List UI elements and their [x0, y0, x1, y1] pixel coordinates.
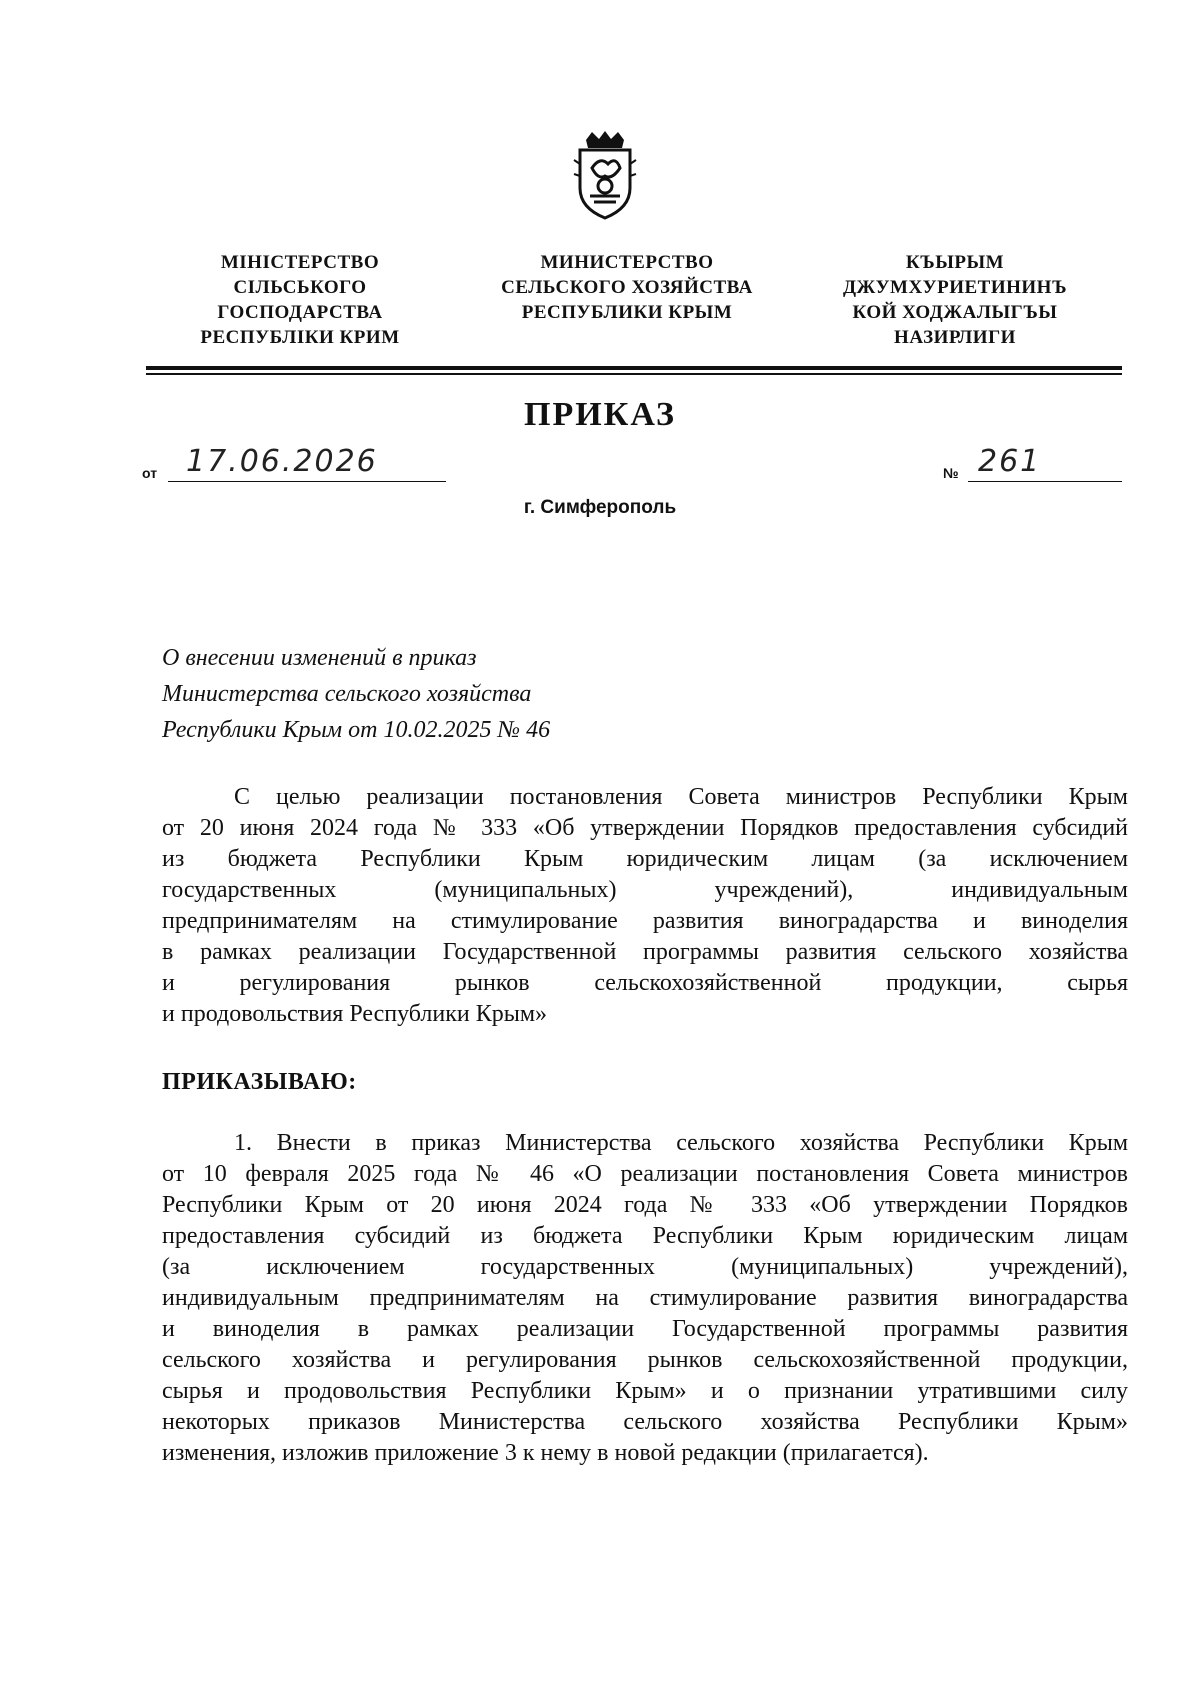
- order-item-1: [162, 1128, 1128, 1469]
- preamble-line: от 20 июня 2024 года № 333 «Об утверждении Порядков предоставления субсидий: [162, 815, 1128, 841]
- ministry-crt-line: КОЙ ХОДЖАЛЫГЪЫ: [852, 302, 1058, 323]
- header-rule-thin: [146, 373, 1122, 375]
- preamble-paragraph: [162, 782, 1128, 1030]
- preamble-line: из бюджета Республики Крым юридическим лицам (за исключением: [162, 846, 1128, 872]
- ministry-crt-line: НАЗИРЛИГИ: [894, 327, 1016, 348]
- item1-line: изменения, изложив приложение 3 к нему в новой редакции (прилагается).: [162, 1440, 929, 1466]
- date-underline: [168, 480, 446, 482]
- preamble-line: и регулирования рынков сельскохозяйственной продукции, сырья: [162, 970, 1128, 996]
- document-title: ПРИКАЗ: [524, 396, 676, 433]
- ministry-name-ukrainian: [140, 250, 460, 350]
- subject-line: О внесении изменений в приказ: [162, 645, 477, 671]
- ministry-ru-line: СЕЛЬСКОГО ХОЗЯЙСТВА: [501, 277, 753, 298]
- item1-line: Республики Крым от 20 июня 2024 года № 333 «Об утверждении Порядков: [162, 1192, 1128, 1218]
- orders-heading: ПРИКАЗЫВАЮ:: [162, 1069, 357, 1095]
- item1-line: от 10 февраля 2025 года № 46 «О реализации постановления Совета министров: [162, 1161, 1128, 1187]
- preamble-line: государственных (муниципальных) учреждений), индивидуальным: [162, 877, 1128, 903]
- item1-line: сельского хозяйства и регулирования рынков сельскохозяйственной продукции,: [162, 1347, 1128, 1373]
- ministry-name-russian: [462, 250, 792, 325]
- ministry-ua-line: СІЛЬСЬКОГО: [233, 277, 367, 298]
- subject-line: Республики Крым от 10.02.2025 № 46: [162, 717, 551, 743]
- preamble-line: и продовольствия Республики Крым»: [162, 1001, 548, 1027]
- date-handwritten: 17.06.2026: [186, 444, 378, 479]
- item1-line: индивидуальным предпринимателям на стимулирование развития виноградарства: [162, 1285, 1128, 1311]
- item1-line: сырья и продовольствия Республики Крым» и о признании утратившими силу: [162, 1378, 1128, 1404]
- header-rule-thick: [146, 366, 1122, 370]
- city-name: г. Симферополь: [523, 497, 677, 518]
- coat-of-arms-emblem: [572, 130, 638, 222]
- ministry-crt-line: ДЖУМХУРИЕТИНИНЪ: [842, 277, 1067, 298]
- number-handwritten: 261: [978, 444, 1042, 479]
- number-underline: [968, 480, 1122, 482]
- item1-line: некоторых приказов Министерства сельского хозяйства Республики Крым»: [162, 1409, 1128, 1435]
- number-label: №: [943, 465, 959, 481]
- ministry-ua-line: РЕСПУБЛІКИ КРИМ: [200, 327, 400, 348]
- item1-line: и виноделия в рамках реализации Государственной программы развития: [162, 1316, 1128, 1342]
- ministry-name-crimean-tatar: [790, 250, 1120, 350]
- date-label: от: [142, 465, 158, 481]
- ministry-ru-line: МИНИСТЕРСТВО: [540, 252, 714, 273]
- preamble-line: С целью реализации постановления Совета министров Республики Крым: [234, 784, 1128, 810]
- ministry-ua-line: МІНІСТЕРСТВО: [220, 252, 380, 273]
- document-subject: [162, 640, 550, 748]
- preamble-line: в рамках реализации Государственной программы развития сельского хозяйства: [162, 939, 1128, 965]
- preamble-line: предпринимателям на стимулирование развития виноградарства и виноделия: [162, 908, 1128, 934]
- item1-line: (за исключением государственных (муниципальных) учреждений),: [162, 1254, 1128, 1280]
- subject-line: Министерства сельского хозяйства: [162, 681, 532, 707]
- ministry-ru-line: РЕСПУБЛИКИ КРЫМ: [521, 302, 733, 323]
- item1-line: 1. Внести в приказ Министерства сельского хозяйства Республики Крым: [234, 1130, 1128, 1156]
- ministry-crt-line: КЪЫРЫМ: [905, 252, 1005, 273]
- ministry-ua-line: ГОСПОДАРСТВА: [217, 302, 383, 323]
- item1-line: предоставления субсидий из бюджета Республики Крым юридическим лицам: [162, 1223, 1128, 1249]
